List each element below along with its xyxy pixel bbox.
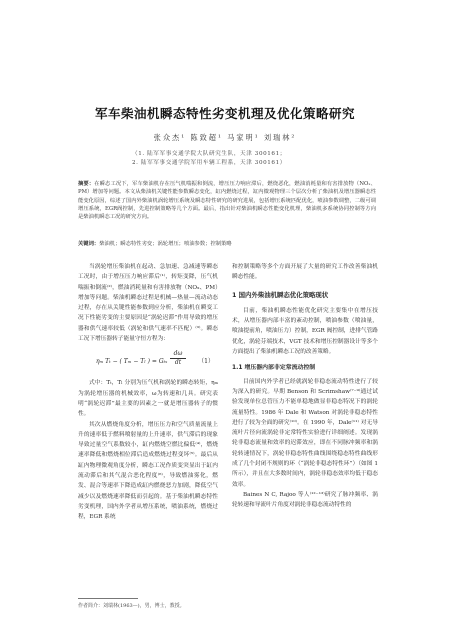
paper-title: 军车柴油机瞬态特性劣变机理及优化策略研究: [94, 106, 355, 121]
equation-denominator: dt: [174, 359, 182, 367]
section-heading-1: 1 国内外柴油机瞬态优化策略现状: [232, 290, 329, 299]
equation-1: [78, 350, 218, 372]
equation-fraction: [170, 350, 186, 367]
affiliation-2: 2. 陆军军事交通学院军用车辆工程系，天津 300161）: [132, 160, 286, 166]
right-para-3: Baines N C, Rajoo 等人⁽¹²⁻¹³⁾研究了脉冲频率、涡轮转速和导流叶片角度对涡轮非稳态流动特性的: [232, 491, 378, 509]
keywords-label: 关键词：: [78, 241, 100, 247]
keywords-text: 柴油机；瞬态特性劣变；涡轮增压；喷油参数；控制策略: [99, 241, 232, 247]
footnote-divider: [78, 598, 138, 599]
right-para-0: 和控制策略等多个方面开展了大量的研究工作改善柴油机瞬态性能。: [232, 264, 378, 281]
abstract-text: 在瞬态工况下，军车柴油机存在压气机喘振和倒流，增压压力响应滞后，燃烧恶化，燃油消耗量和有害排放物（NOₓ、PM）增加等问题。本文从柴油机关键性能参数瞬态变化，缸内燃烧过程，缸内微观物理三个层次分析了柴油机及增压器瞬态性能变化原因，综述了国内外柴油机涡轮增压系统及瞬态特性研究的研究进展，包括增压系统匹配优化，喷油参数调整，二级可调增压系统，EGR阀控制，先进控制策略等几个方面。最后，指出针对柴油机瞬态性能变化机理，柴油机多系统协同控制等方向是柴油机瞬态工况的研究方向。: [78, 181, 376, 221]
abstract: [78, 180, 376, 221]
right-column: [232, 262, 378, 511]
right-para-2: 目前国内外学者已经就涡轮非稳态流动特性进行了较为深入的研究。早期 Benson 和 Scrimshaw⁽⁷⁻⁹⁾通过试验发现单位总管压力不能单稳地做显非稳态特况下的涡轮流量特性。1986 年 Dale 和 Watson 对涡轮非稳态特性进行了较为全面的研究⁽¹⁰⁾。在 1990 年，Dale⁽¹¹⁾ 对无导流叶片径向流涡轮非定常特性实验进行详细阐述。发现涡轮非稳态流量和效率的迟滞效应，即在不同脉冲频率和涡轮转速情况下，涡轮非稳态特性曲线围绕稳态特性曲线形成了几个封闭不规则的环（“涡轮非稳态特性环”）（如图 1 所示），并且在大多数时间内，涡轮非稳态效率均低于稳态效率。: [232, 378, 378, 488]
equation-lhs: ηₘ Tₜ − ( Tₘ − Tₗ ) = Gₜₓ: [96, 358, 168, 366]
affiliation-1: （1. 陆军军事交通学院大队研究生队，天津 300161；: [132, 151, 286, 157]
right-para-1: 目前，柴油机瞬态性能优化研究主要集中在增压技术，从增压器内部丰富的紊动控制，喷油参数（喷油量，喷油提前角，喷油压力）控制，EGR 阀控制，进排气管路优化，涡轮芬端技术，VGT 技术和增压控制器设计等多个方面提出了柴油机瞬态工况的改善策略。: [232, 307, 378, 356]
author-list: 张众杰¹ 陈致超¹ 马家明¹ 刘瑞林²: [153, 133, 297, 142]
left-para-1: 当涡轮增压柴油机在起动、急加速、急减速等瞬态工况时，由于增压压力响应滞后⁽¹⁾，转矩变降，压气机喘振和倒流⁽²⁾，燃油消耗量和有害排放物（NOₓ、PM）增加等问题。柴油机瞬态过程是机械—热量—流动动态过程，存在从关键性能参数到应分析，柴油机在瞬变工况下性能劣变的主要原因是“涡轮迟滞”作用导致的增压器和供气速率较低（涡轮和供气速率不匹配）⁽³⁾。瞬态工况下增压器转子能量守恒方程为：: [78, 264, 218, 343]
equation-numerator: dω: [170, 350, 186, 359]
equation-tag: （1）: [198, 358, 214, 366]
keywords: [78, 239, 376, 247]
abstract-label: 摘要：: [78, 181, 95, 187]
author-footnote: 作者简介：刘瑞林(1963—)，男，博士，教授。: [78, 603, 185, 609]
left-column: [78, 262, 218, 523]
left-para-3: 其次从燃烧角度分析，增压压力和空气质量流量上升的速率低于燃料喷射量的上升速率，供气滞后的现象导致过量空气系数较小，缸内燃烧空燃比偏低⁽⁴⁾，燃烧速率降低和燃烧相位滞后造成燃烧过程变坏⁽⁵⁾。最后从缸内物理微观角度分析，瞬态工况作质变突显出于缸内流动滞后和其气混合恶化程度⁽⁶⁾，导致燃油雾化，燃发、混合等速率下降造成缸内燃烧恶力加剧，降低空气减少以及燃烧速率降低而引起的。基于柴油机瞬态特性劣变机理，国内外学者从增压系统，喷油系统，燃烧过程，EGR 系统: [78, 421, 218, 521]
left-para-2: 式中：Tₜ，Tₗ 分别为压气机和涡轮的瞬态转矩，ηₘ 为涡轮增压器的机械效率，ω为转速和几具。研究表明“涡轮迟滞”最主要的因素之一就是增压器转子的惯性。: [78, 380, 218, 418]
subsection-heading-1-1: 1.1 增压器内部非定常流动控制: [232, 365, 316, 372]
